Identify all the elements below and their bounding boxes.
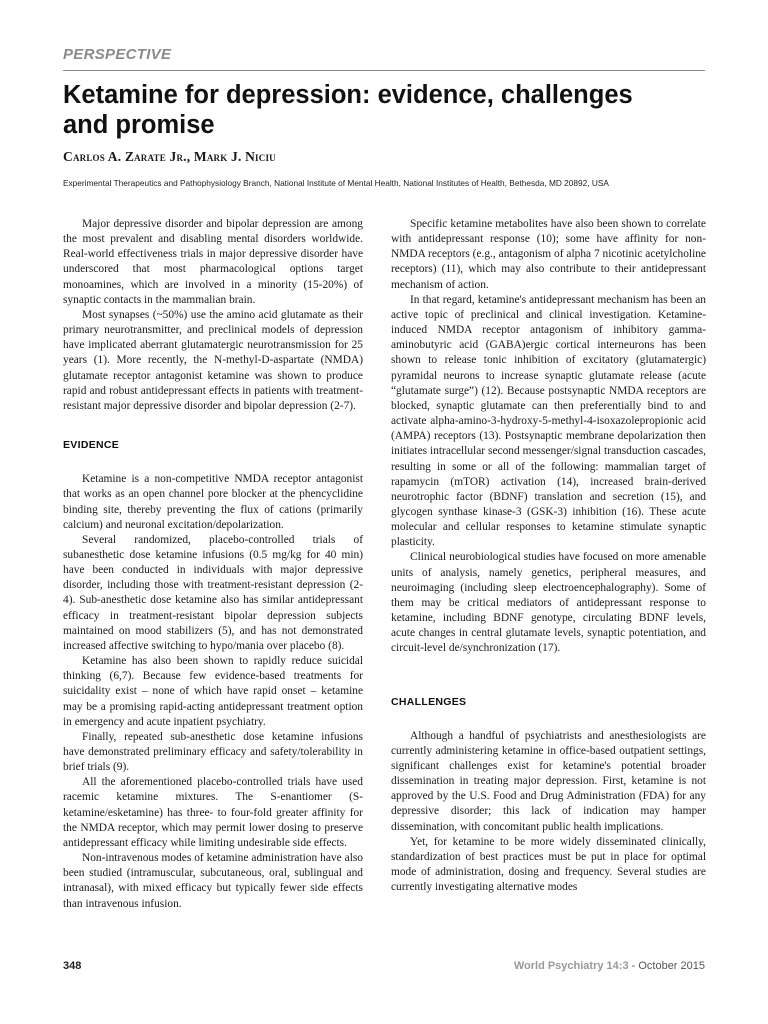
- paragraph: Ketamine has also been shown to rapidly reduce suicidal thinking (6,7). Because few evidence-based treatments for suicidality exist – none of which have rapid onset – ketamine may be a promising rapid-acting antidepressant treatment option in emergency and acute inpatient psychiatry.: [63, 655, 363, 728]
- left-column: [63, 217, 363, 912]
- paragraph: Major depressive disorder and bipolar depression are among the most prevalent and disabling mental disorders worldwide. Real-world effectiveness trials in major depressive disorder have underscored that most pharmacological options target monoamines, which are involved in a minority (15-20%) of synaptic contacts in the mammalian brain.: [63, 218, 363, 306]
- section-label: PERSPECTIVE: [63, 46, 172, 63]
- paragraph: In that regard, ketamine's antidepressant mechanism has been an active topic of preclinical and clinical investigation. Ketamine-induced NMDA receptor antagonism of inhibitory gamma-aminobutyric acid (GABA)ergic cortical interneurons has been shown to release tonic inhibition of excitatory (glutamatergic) pyramidal neurons to increase synaptic glutamate release (acute “glutamate surge”) (12). Because postsynaptic NMDA receptors are blocked, synaptic glutamate can then preferentially bind to and activate alpha-amino-3-hydroxy-5-methyl-4-isoxazolepropionic acid (AMPA) receptors (13). Postsynaptic membrane depolarization then initiates intracellular second messenger/signal transduction cascades, resulting in some or all of the following: mammalian target of rapamycin (mTOR) activation (14), increased brain-derived neurotrophic factor (BDNF) translation and secretion (15), and glycogen synthase kinase-3 (GSK-3) inhibition (16). These acute molecular and cellular responses to ketamine stimulate synaptic plasticity.: [391, 293, 706, 549]
- paragraph: All the aforementioned placebo-controlled trials have used racemic ketamine mixtures. The S-enantiomer (S-ketamine/esketamine) has three- to four-fold greater affinity for the NMDA receptor, which may permit lower dosing to preserve antidepressant efficacy while limiting undesirable side effects.: [63, 776, 363, 849]
- paragraph: Specific ketamine metabolites have also been shown to correlate with antidepressant response (10); some have affinity for non-NMDA receptors (e.g., antagonism of alpha 7 nicotinic acetylcholine receptors) (11), which may also contribute to their antidepressant mechanism of action.: [391, 218, 706, 291]
- issue-date: October 2015: [638, 960, 705, 972]
- authors: Carlos A. Zarate Jr., Mark J. Niciu: [63, 149, 276, 164]
- paragraph: Yet, for ketamine to be more widely disseminated clinically, standardization of best practices must be put in place for optimal mode of administration, dosing and frequency. Several studies are currently investigating alternative modes: [391, 835, 706, 894]
- journal-name: World Psychiatry 14:3: [513, 960, 629, 972]
- challenges-heading: CHALLENGES: [391, 695, 467, 708]
- journal-footer: World Psychiatry 14:3 - October 2015: [513, 960, 705, 972]
- article-title: Ketamine for depression: evidence, challenges and promise: [63, 81, 633, 139]
- paragraph: Although a handful of psychiatrists and anesthesiologists are currently administering ketamine in office-based outpatient settings, significant challenges exist for ketamine's potential broader dissemination in treating major depression. First, ketamine is not approved by the U.S. Food and Drug Administration (FDA) for any depressive disorder; this lack of indication may hamper dissemination, with concomitant public health implications.: [391, 729, 706, 833]
- evidence-heading: EVIDENCE: [63, 439, 120, 452]
- paragraph: Clinical neurobiological studies have focused on more amenable units of analysis, namely genetics, peripheral measures, and neuroimaging (including sleep electroencephalography). Some of them may be critical mediators of antidepressant response to ketamine, including BDNF genotype, circulating BDNF levels, acute changes in central glutamate levels, synaptic potentiation, and circuit-level de/synchronization (17).: [391, 551, 706, 655]
- right-column: [391, 217, 706, 895]
- affiliation: Experimental Therapeutics and Pathophysiology Branch, National Institute of Mental Health, National Institutes of Health, Bethesda, MD 20892, USA: [63, 178, 609, 188]
- paragraph: Non-intravenous modes of ketamine administration have also been studied (intramuscular, subcutaneous, oral, sublingual and intranasal), with mixed efficacy but typically fewer side effects than intravenous infusion.: [63, 852, 363, 910]
- paragraph: Finally, repeated sub-anesthetic dose ketamine infusions have demonstrated preliminary efficacy and safety/tolerability in brief trials (9).: [63, 730, 363, 774]
- paragraph: Ketamine is a non-competitive NMDA receptor antagonist that works as an open channel pore blocker at the phencyclidine binding site, thereby preventing the flux of cations (primarily calcium) and neuronal excitation/depolarization.: [63, 473, 363, 531]
- paragraph: Most synapses (~50%) use the amino acid glutamate as their primary neurotransmitter, and preclinical models of depression have implicated aberrant glutamatergic neurotransmission for 25 years (1). More recently, the N-methyl-D-aspartate (NMDA) glutamate receptor antagonist ketamine was shown to produce rapid and robust antidepressant effects in patients with treatment-resistant major depressive disorder and bipolar depression (2-7).: [63, 308, 363, 412]
- header-rule: [63, 70, 705, 71]
- paragraph: Several randomized, placebo-controlled trials of subanesthetic dose ketamine infusions (0.5 mg/kg for 40 min) have been conducted in individuals with major depressive disorder, including those with treatment-resistant depression (2-4). Sub-anesthetic dose ketamine also has similar antidepressant efficacy in treatment-resistant bipolar depression subjects maintained on mood stabilizers (5), and has not demonstrated increased affective switching to hypo/mania over placebo (8).: [63, 533, 363, 652]
- page-number: 348: [63, 960, 82, 972]
